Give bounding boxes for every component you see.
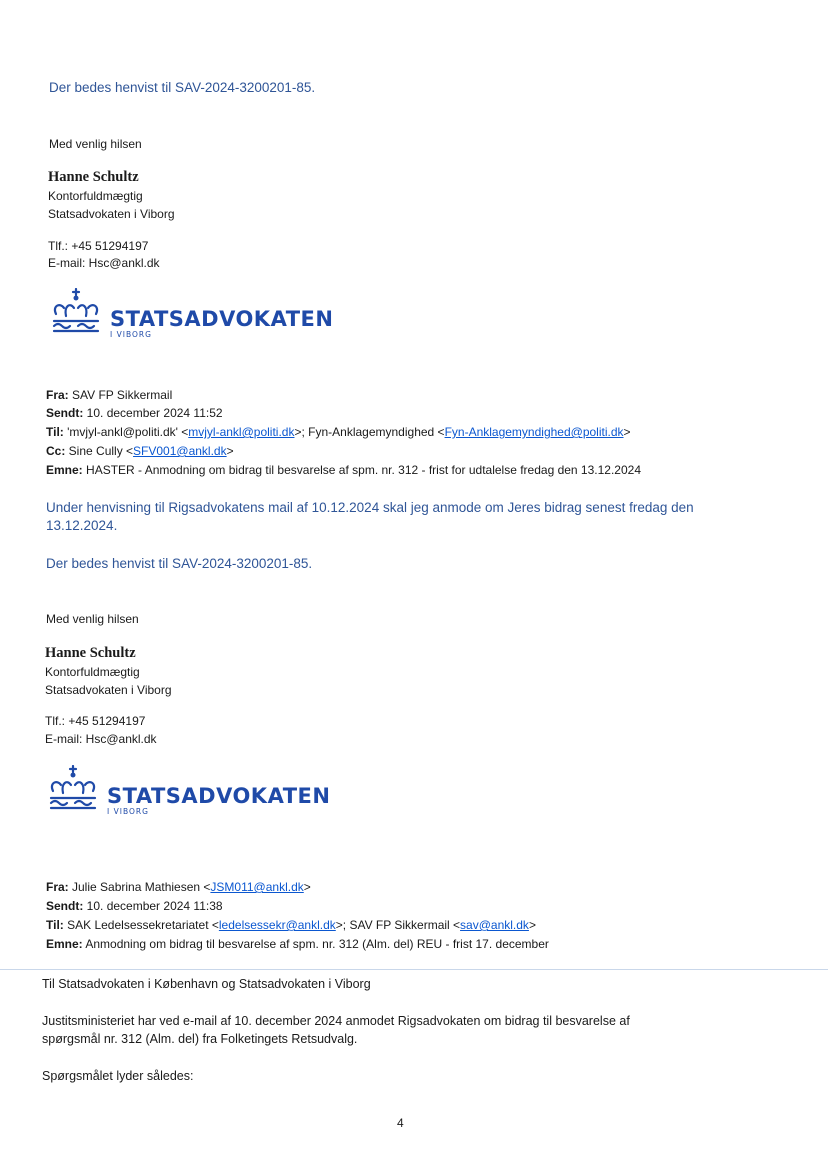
email1-cc-label: Cc: [46,444,66,458]
email1-email: E-mail: Hsc@ankl.dk [45,732,157,746]
email1-to-label: Til: [46,425,64,439]
crown-logo-icon [45,765,101,813]
email2-from-text: Julie Sabrina Mathiesen < [68,880,211,894]
email2-salutation: Til Statsadvokaten i København og Statsadvokaten i Viborg [42,977,371,991]
email1-cc-text-2: > [226,444,234,458]
top-greeting: Med venlig hilsen [49,137,142,151]
email2-body-line1: Justitsministeriet har ved e-mail af 10. december 2024 anmodet Rigsadvokaten om bidrag til besvarelse af [42,1014,630,1028]
email1-to-text: 'mvjyl-ankl@politi.dk' < [63,425,189,439]
email2-from-label: Fra: [46,880,69,894]
crown-logo-icon [48,288,104,336]
email1-subject: HASTER - Anmodning om bidrag til besvarelse af spm. nr. 312 - frist for udtalelse fredag den 13.12.2024 [82,463,641,477]
email2-to-text-3: > [528,918,536,932]
logo-subtitle: I VIBORG [107,807,149,816]
email2-to-text: SAK Ledelsessekretariatet < [63,918,219,932]
email1-reference: Der bedes henvist til SAV-2024-3200201-85. [46,556,313,571]
email1-sent: 10. december 2024 11:52 [83,406,223,420]
email2-from-text-2: > [303,880,311,894]
email1-body-line1: Under henvisning til Rigsadvokatens mail af 10.12.2024 skal jeg anmode om Jeres bidrag senest fredag den [46,500,694,515]
email1-sent-label: Sendt: [46,406,84,420]
email2-to-text-2: >; SAV FP Sikkermail < [335,918,461,932]
email2-subject-line [46,937,549,951]
email1-to-text-3: > [623,425,631,439]
email1-subject-label: Emne: [46,463,83,477]
email1-body-line2: 13.12.2024. [46,518,118,533]
top-signature-title: Kontorfuldmægtig [48,189,143,203]
email1-from-line [46,388,172,402]
email1-logo [45,765,330,816]
email2-from-line [46,880,311,894]
top-logo [48,288,333,339]
top-reference: Der bedes henvist til SAV-2024-3200201-85. [49,80,316,95]
email1-to-link-fyn[interactable]: Fyn-Anklagemyndighed@politi.dk [444,425,624,439]
divider [0,969,828,970]
email1-signature-office: Statsadvokaten i Viborg [45,683,172,697]
email1-from-label: Fra: [46,388,69,402]
email2-sent-line [46,899,223,913]
email2-question-intro: Spørgsmålet lyder således: [42,1069,194,1083]
email1-phone: Tlf.: +45 51294197 [45,714,146,728]
email2-subject-label: Emne: [46,937,83,951]
top-signature-name: Hanne Schultz [48,169,139,185]
email2-to-link-ledelsessekr[interactable]: ledelsessekr@ankl.dk [218,918,336,932]
top-phone: Tlf.: +45 51294197 [48,239,149,253]
email1-signature-title: Kontorfuldmægtig [45,665,140,679]
email1-greeting: Med venlig hilsen [46,612,139,626]
email2-subject: Anmodning om bidrag til besvarelse af spm. nr. 312 (Alm. del) REU - frist 17. december [82,937,549,951]
email1-cc-line [46,444,234,458]
email2-from-link[interactable]: JSM011@ankl.dk [210,880,304,894]
logo-title: STATSADVOKATEN [110,307,334,331]
email1-sent-line [46,406,223,420]
email1-from: SAV FP Sikkermail [68,388,173,402]
email1-signature-name: Hanne Schultz [45,645,136,661]
top-email: E-mail: Hsc@ankl.dk [48,256,160,270]
page-number: 4 [397,1116,404,1130]
logo-title: STATSADVOKATEN [107,784,331,808]
email1-to-link-mvjyl[interactable]: mvjyl-ankl@politi.dk [188,425,295,439]
email2-body-line2: spørgsmål nr. 312 (Alm. del) fra Folketingets Retsudvalg. [42,1032,358,1046]
email1-subject-line [46,463,641,477]
top-signature-office: Statsadvokaten i Viborg [48,207,175,221]
email2-to-line [46,918,536,932]
email2-to-link-sav[interactable]: sav@ankl.dk [460,918,529,932]
email2-sent-label: Sendt: [46,899,84,913]
email2-to-label: Til: [46,918,64,932]
email2-sent: 10. december 2024 11:38 [83,899,223,913]
email1-to-line [46,425,631,439]
logo-subtitle: I VIBORG [110,330,152,339]
email1-cc-link[interactable]: SFV001@ankl.dk [133,444,227,458]
email1-to-text-2: >; Fyn-Anklagemyndighed < [294,425,445,439]
email1-cc-text: Sine Cully < [65,444,134,458]
